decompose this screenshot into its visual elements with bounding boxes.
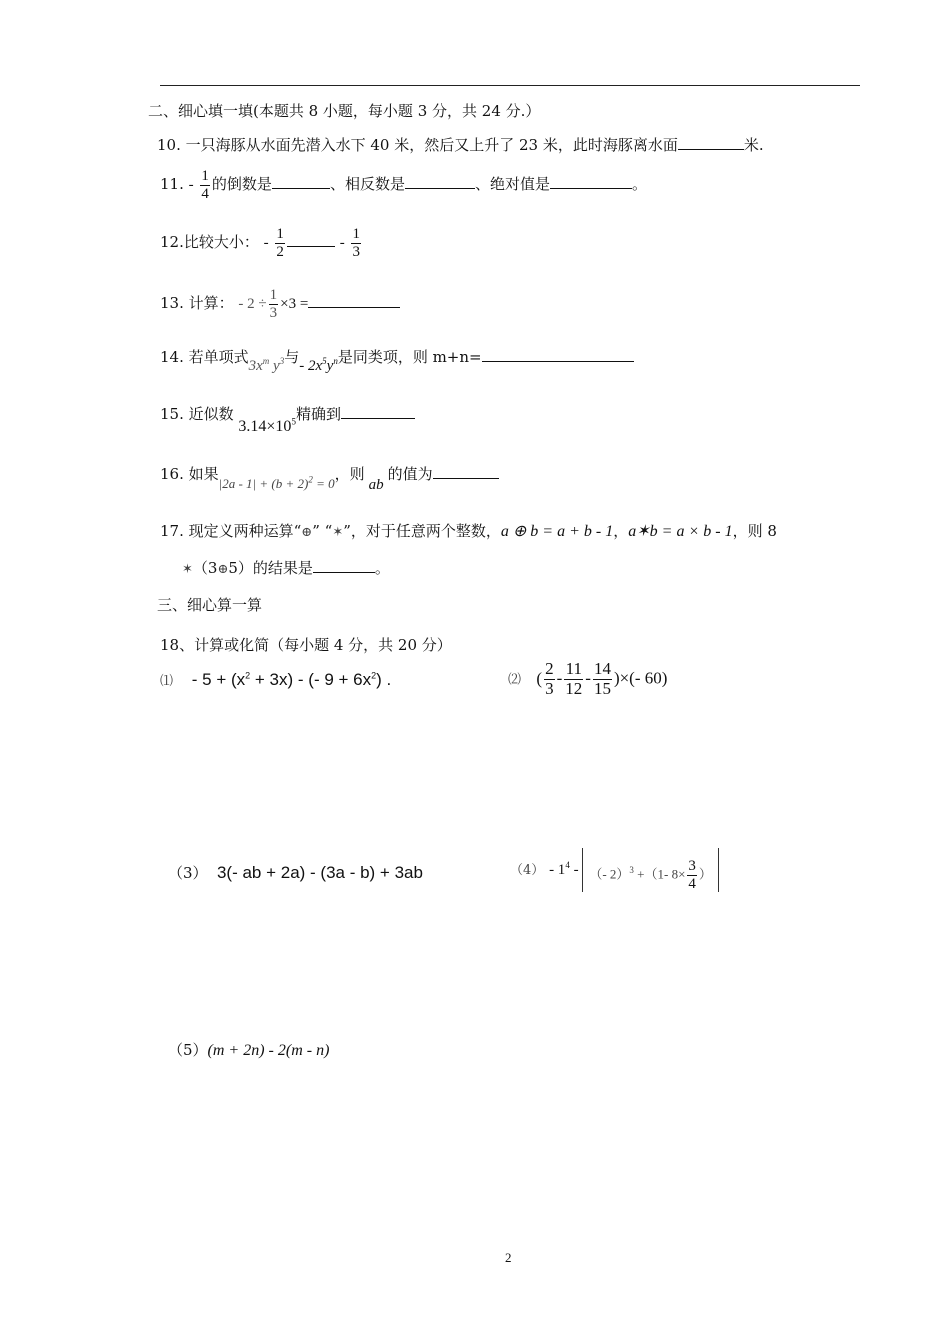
q11-blank2 [405,174,475,189]
question-12 [160,226,363,260]
p4-label: （4） [510,863,545,878]
p5-expression: (m + 2n) - 2(m - n) [207,1042,330,1059]
q17-op-star: ✶ [332,525,344,540]
question-14 [160,346,634,374]
q15-blank [341,404,415,419]
p4-bracket: （- 2）$^3$ +（1- 8× $\frac{3}{4}$ ） [582,848,719,892]
q16-blank [433,464,499,479]
q18-heading: 18、计算或化简（每小题 4 分，共 20 分） [160,636,452,654]
question-17-line1: 17. 现定义两种运算“⊕” “✶”，对于任意两个整数，a ⊕ b = a + b - 1，a✶b = a × b - 1，则 8 [160,522,777,540]
q14-monomial2: - $2x^5y^n$ [299,356,338,374]
q17-star: ✶ [182,562,193,577]
q16-label: 16. 如果 [160,465,219,483]
q17-formula2: a✶b = a × b - 1 [628,523,733,540]
q11-blank3 [550,174,632,189]
q12-fraction1: $\frac{1}{2}$ [276,226,284,260]
q13-label: 13. 计算： [160,294,234,312]
q15-label: 15. 近似数 [160,405,234,423]
q15-number: $3.14\times 10^5$ [238,416,296,435]
p3-label: （3） [168,864,208,882]
q14-label: 14. 若单项式 [160,348,249,366]
question-11 [160,168,647,202]
q10-blank [678,135,744,150]
q11-fraction: $\frac{1}{4}$ [201,168,209,202]
p2-label: ⑵ [508,672,522,688]
p1-expression: - $5 + (x^2 + 3x)$ - (- $9 + 6x^2$) . [191,670,392,689]
section3-heading: 三、细心算一算 [157,596,263,614]
q14-mid: 与 [284,348,300,366]
q13-fraction: $\frac{1}{3}$ [269,287,278,321]
page-number: 2 [505,1250,512,1265]
q11-neg: - [188,177,194,193]
section2-heading: 二、细心填一填(本题共 8 小题，每小题 3 分，共 24 分.） [148,102,541,120]
q11-text1: 的倒数是 [211,175,272,193]
question-16 [160,463,499,493]
q13-pre: - 2 ÷ [238,296,267,312]
q15-end: 精确到 [295,405,341,423]
q12-neg1: - [263,235,269,251]
q18-part3 [168,862,423,883]
q14-blank [482,347,634,362]
p1-label: ⑴ [160,674,174,689]
q16-expression: $|2a - 1| + (b + 2)^2 = 0$ [218,474,335,491]
p5-label: （5） [168,1041,208,1059]
question-15 [160,403,415,435]
q10-end: 米. [743,136,764,154]
q11-blank1 [272,174,330,189]
question-10 [157,134,764,155]
q18-part4: $(4) - 1^4$ - （- 2）$^3$ +（1- 8× $\frac{3}{4}$ ） [510,848,719,892]
q11-text3: 、绝对值是 [474,175,550,193]
q16-end: 的值为 [387,465,433,483]
q17-formula1: a ⊕ b = a + b - 1 [500,523,614,540]
q18-part2: ⑵ ( $\frac{2}{3}$ - $\frac{11}{12}$ - $\frac{14}{15}$ )×(- 60) [508,659,668,698]
q11-text2: 、相反数是 [329,175,405,193]
header-rule [160,85,860,86]
question-13 [160,287,400,321]
q14-monomial1: $3x^m$ $y^3$ [248,356,285,374]
q12-fraction2: $\frac{1}{3}$ [352,226,360,260]
q12-neg2: - [339,235,345,251]
p3-expression: 3(- ab + 2a) - (3a - b) + 3ab [216,863,423,882]
q12-blank [287,232,335,247]
q17-op-circle-plus: ⊕ [301,525,313,540]
q13-blank [308,293,400,308]
q16-ab: ab [368,477,384,493]
q11-number: 11. [160,175,184,193]
question-17-line2: ✶（3⊕5）的结果是 。 [182,559,390,577]
q18-part5 [168,1039,329,1060]
q17-blank [313,558,375,573]
q11-text4: 。 [631,175,647,193]
q16-mid: ，则 [334,465,365,483]
q13-post: ×3 = [280,296,309,312]
q12-label: 12.比较大小： [160,233,259,251]
q18-part1 [160,670,391,690]
q10-text: 10. 一只海豚从水面先潜入水下 40 米，然后又上升了 23 米，此时海豚离水面 [157,136,678,154]
q14-end: 是同类项，则 m+n= [337,348,482,366]
